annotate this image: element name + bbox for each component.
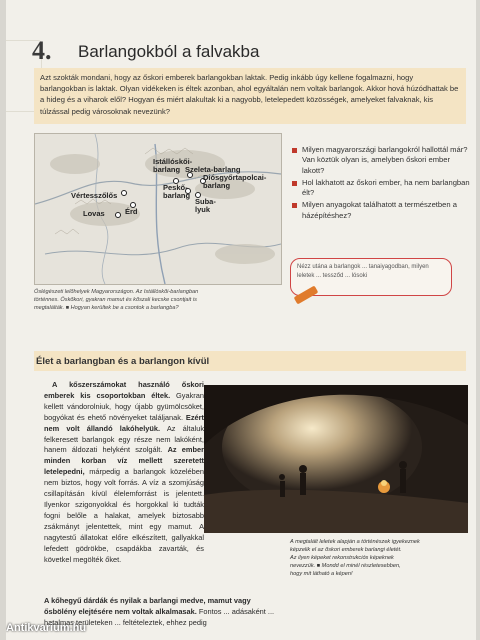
map-label-peska: Peskő- barlang bbox=[163, 183, 191, 200]
cave-map bbox=[34, 133, 282, 285]
textbook-page bbox=[6, 0, 476, 640]
map-marker bbox=[121, 190, 127, 196]
question-item: Hol lakhatott az őskori ember, ha nem barlangban élt? bbox=[292, 178, 472, 199]
map-label-erd: Érd bbox=[125, 207, 138, 216]
lesson-title: Barlangokból a falvakba bbox=[78, 42, 260, 61]
body-text-column bbox=[44, 380, 204, 565]
cave-illustration bbox=[204, 385, 468, 533]
intro-box: Azt szokták mondani, hogy az őskori emberek barlangokban laktak. Pedig inkább úgy kellene fogalmazni, hogy barlangokban is laktak. Olyan vidékeken is éltek azonban, ahol egyáltalán nem voltak barlangok. Akkor hová húzódhattak be a hideg és a viharok elől? Hogyan és miért alakultak ki a nagyobb, letelepedett közösségek, amelyeket falvaknak, kis túlzással pedig városoknak nevezünk? bbox=[34, 68, 466, 124]
question-item: Milyen anyagokat találhatott a természetben a házépítéshez? bbox=[292, 200, 472, 221]
question-list bbox=[292, 145, 472, 223]
question-item: Milyen magyarországi barlangokról hallottál már? Van köztük olyan is, amelyben őskori ember lakott? bbox=[292, 145, 472, 176]
map-label-szeleta: Szeleta-barlang bbox=[185, 165, 241, 174]
map-label-suba: Suba- lyuk bbox=[195, 197, 216, 214]
section-title: Élet a barlangban és a barlangon kívül bbox=[36, 356, 210, 367]
map-caption: Őslégészeti lelőhelyek Magyarországon. Az Istállóskői-barlangban történnes. Őskőkori, gyakran mamut és kőszali kecske csontjait is megtalálták. ■ Hogyan kerültek be a csontok a barlangba? bbox=[34, 289, 199, 311]
watermark: Antikvarium.hu bbox=[6, 622, 87, 634]
map-label-lovas: Lovas bbox=[83, 209, 105, 218]
map-label-istallosko: Istállóskői- barlang bbox=[153, 157, 193, 174]
lesson-number: 4. bbox=[32, 36, 52, 65]
photo-caption: A megtalált leletek alapján a történészek igyekeznek képzelik el az őskori emberek barlangi életét. Az ilyen képeket rekonstrukciós képeknek nevezzük. ■ Mondd el minél részletesebben, hogy mit látható a képen! bbox=[290, 539, 420, 577]
map-marker bbox=[115, 212, 121, 218]
map-label-vertesszolos: Vértesszőlős bbox=[71, 191, 118, 200]
research-note-box: Nézz utána a barlangok ... tanaiyagodban, milyen leletek ... tessződ ... lósoki bbox=[290, 258, 452, 296]
body-paragraph: A kőszerszámokat használó őskori emberek kis csoportokban éltek. Gyakran kellett vándorolniuk, hogy újabb gyümölcsöket, bogyókat és ehető növényeket találjanak. Ezért nem volt állandó lakóhelyük. Az általuk felkeresett barlangok egy része nem lakóként, hanem áldozati helyként szolgált. Az ember minden korban víz mellett szeretett letelepedni, márpedig a barlangok közelében nem biztos, hogy volt forrás. A víz a szomjúság csillapításán kívül élelemforrást is jelentett. Ilyenkor szigonyokkal és horgokkal ki tudták fogni belőle a halakat, amelyek biztosabb zsákmányt jelentettek, mint egy mamut. A nagytestű állatokat előre elkészített, gallyakkal lefedett gödrökbe, csapdákba zavarták, és követkel megölték őket. bbox=[44, 380, 205, 564]
map-label-diosgyor: Diósgyőrtapolcai- barlang bbox=[203, 173, 267, 190]
cave-reconstruction-image bbox=[204, 385, 468, 533]
body-paragraph: A kőhegyű dárdák és nyilak a barlangi medve, mamut vagy ősbölény elejtésére nem voltak alkalmasak. Fontos ... adásaként ... hatalmas területeken ... feltételeztek, ehhez pedig bbox=[44, 596, 275, 627]
